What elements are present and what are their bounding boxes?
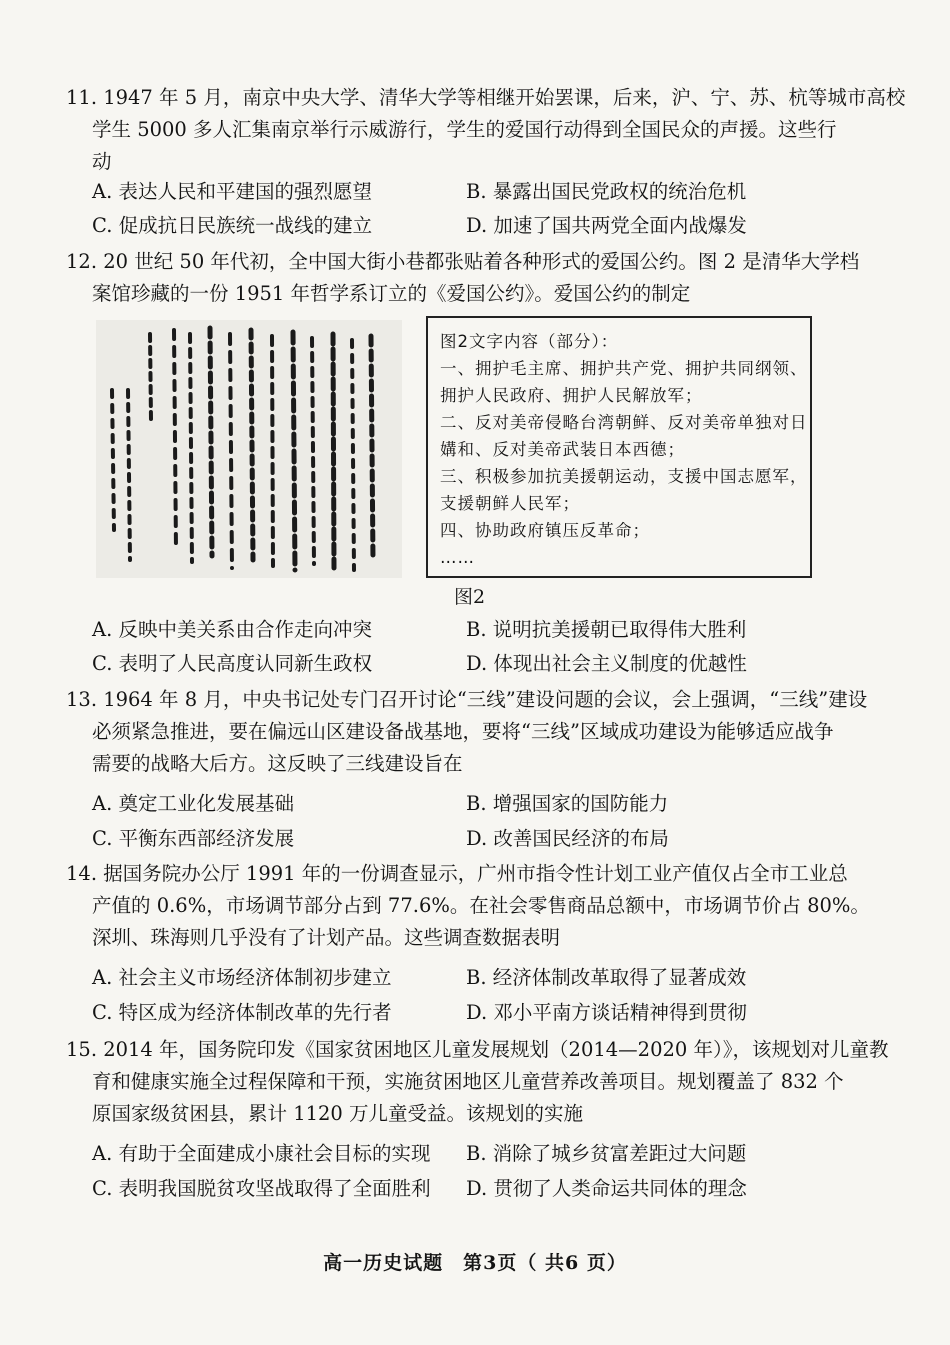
question-line: 产值的 0.6%，市场调节部分占到 77.6%。在社会零售商品总额中，市场调节价占 80%。 (92, 894, 870, 917)
handwriting-image (96, 320, 402, 578)
question-line: 15. 2014 年，国务院印发《国家贫困地区儿童发展规划（2014—2020 年）》，该规划对儿童教 (66, 1038, 889, 1061)
option-a: A. 表达人民和平建国的强烈愿望 (92, 180, 372, 203)
option-d: D. 加速了国共两党全面内战爆发 (466, 214, 747, 237)
option-d: D. 邓小平南方谈话精神得到贯彻 (466, 1001, 747, 1024)
question-line: 案馆珍藏的一份 1951 年哲学系订立的《爱国公约》。爱国公约的制定 (92, 282, 691, 305)
option-b: B. 消除了城乡贫富差距过大问题 (466, 1142, 747, 1165)
question-line: 需要的战略大后方。这反映了三线建设旨在 (92, 752, 463, 775)
question-line: 原国家级贫困县，累计 1120 万儿童受益。该规划的实施 (92, 1102, 584, 1125)
box-line: 三、积极参加抗美援朝运动，支援中国志愿军， (440, 467, 808, 486)
patriotic-pledge-photo (96, 320, 402, 578)
option-a: A. 反映中美关系由合作走向冲突 (92, 618, 372, 641)
question-11-stem (66, 82, 906, 178)
option-a: A. 有助于全面建成小康社会目标的实现 (92, 1142, 431, 1165)
option-c: C. 促成抗日民族统一战线的建立 (92, 214, 373, 237)
question-15-stem (66, 1034, 889, 1130)
option-b: B. 说明抗美援朝已取得伟大胜利 (466, 618, 747, 641)
option-b: B. 增强国家的国防能力 (466, 792, 669, 815)
question-14-stem (66, 858, 870, 954)
option-c: C. 平衡东西部经济发展 (92, 827, 295, 850)
question-line: 12. 20 世纪 50 年代初，全中国大街小巷都张贴着各种形式的爱国公约。图 2 是清华大学档 (66, 250, 860, 273)
box-line: 二、反对美帝侵略台湾朝鲜、反对美帝单独对日 (440, 413, 808, 432)
option-c: C. 表明了人民高度认同新生政权 (92, 652, 373, 675)
question-line: 13. 1964 年 8 月，中央书记处专门召开讨论“三线”建设问题的会议，会上强调，“三线”建设 (66, 688, 868, 711)
question-line: 11. 1947 年 5 月，南京中央大学、清华大学等相继开始罢课，后来，沪、宁、苏、杭等城市高校 (66, 86, 906, 109)
option-d: D. 改善国民经济的布局 (466, 827, 669, 850)
option-b: B. 经济体制改革取得了显著成效 (466, 966, 747, 989)
box-line: 支援朝鲜人民军； (440, 494, 580, 513)
box-line: …… (440, 548, 475, 567)
question-line: 深圳、珠海则几乎没有了计划产品。这些调查数据表明 (92, 926, 561, 949)
question-line: 动 (92, 150, 112, 173)
figure-text-box (426, 316, 812, 578)
question-line: 必须紧急推进，要在偏远山区建设备战基地，要将“三线”区域成功建设为能够适应战争 (92, 720, 834, 743)
question-12-stem (66, 246, 866, 310)
question-13-stem (66, 684, 866, 780)
question-line: 育和健康实施全过程保障和干预，实施贫困地区儿童营养改善项目。规划覆盖了 832 个 (92, 1070, 844, 1093)
box-line: 一、拥护毛主席、拥护共产党、拥护共同纲领、 (440, 359, 808, 378)
box-line: 四、协助政府镇压反革命； (440, 521, 650, 540)
option-d: D. 贯彻了人类命运共同体的理念 (466, 1177, 747, 1200)
box-line: 拥护人民政府、拥护人民解放军； (440, 386, 703, 405)
option-d: D. 体现出社会主义制度的优越性 (466, 652, 747, 675)
option-a: A. 奠定工业化发展基础 (92, 792, 294, 815)
option-b: B. 暴露出国民党政权的统治危机 (466, 180, 747, 203)
page-footer: 高一历史试题 第3页（ 共6 页） (323, 1252, 627, 1274)
box-line: 媾和、反对美帝武装日本西德； (440, 440, 685, 459)
figure-caption: 图2 (454, 586, 486, 608)
question-line: 学生 5000 多人汇集南京举行示威游行，学生的爱国行动得到全国民众的声援。这些行 (92, 118, 837, 141)
option-c: C. 表明我国脱贫攻坚战取得了全面胜利 (92, 1177, 431, 1200)
question-line: 14. 据国务院办公厅 1991 年的一份调查显示，广州市指令性计划工业产值仅占全市工业总 (66, 862, 848, 885)
option-c: C. 特区成为经济体制改革的先行者 (92, 1001, 392, 1024)
option-a: A. 社会主义市场经济体制初步建立 (92, 966, 392, 989)
box-line: 图2文字内容（部分）： (440, 332, 619, 351)
